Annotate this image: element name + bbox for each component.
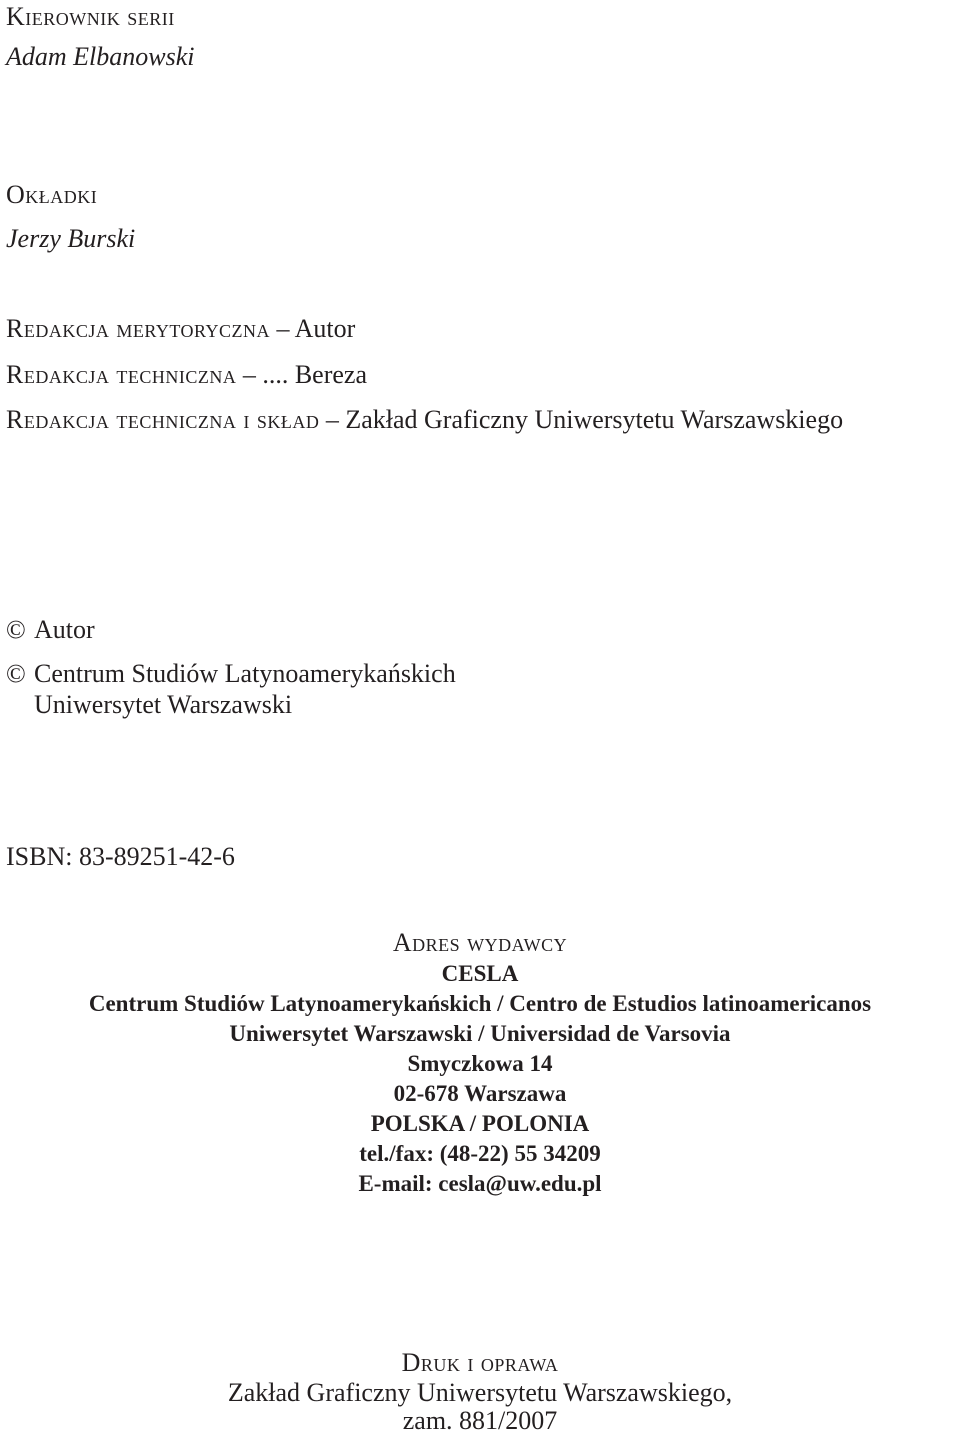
publisher-university: Uniwersytet Warszawski / Universidad de Varsovia <box>229 1021 731 1046</box>
publisher-country: POLSKA / POLONIA <box>370 1111 590 1136</box>
printing-order: zam. 881/2007 <box>402 1406 558 1435</box>
dash: – <box>325 405 339 434</box>
printing-label: Druk i oprawa <box>401 1348 559 1377</box>
publisher-full-name: Centrum Studiów Latynoamerykańskich / Centro de Estudios latinoamericanos <box>88 991 872 1016</box>
dash: – <box>242 360 256 389</box>
copyright-icon: © <box>6 659 26 688</box>
technical-editing-value: .... Bereza <box>262 360 368 389</box>
typesetting-label: Redakcja techniczna i skład <box>6 405 320 434</box>
publisher-name: CESLA <box>441 961 519 986</box>
substantive-editing-label: Redakcja merytoryczna <box>6 314 271 343</box>
copyright-university: Uniwersytet Warszawski <box>34 690 293 719</box>
typesetting-value: Zakład Graficzny Uniwersytetu Warszawskiego <box>345 405 844 434</box>
copyright-author <box>6 615 95 645</box>
printer-name: Zakład Graficzny Uniwersytetu Warszawskiego, <box>227 1378 733 1407</box>
publisher-email: E-mail: cesla@uw.edu.pl <box>358 1171 602 1196</box>
isbn: ISBN: 83-89251-42-6 <box>6 842 235 871</box>
publisher-street: Smyczkowa 14 <box>407 1051 553 1076</box>
substantive-editing-value: Autor <box>294 314 356 343</box>
copyright-cesla <box>6 659 456 689</box>
publisher-city: 02-678 Warszawa <box>393 1081 567 1106</box>
covers-name: Jerzy Burski <box>6 224 136 253</box>
series-editor-name: Adam Elbanowski <box>6 42 195 71</box>
substantive-editing-row <box>6 314 355 344</box>
copyright-holder-cesla: Centrum Studiów Latynoamerykańskich <box>34 659 456 688</box>
copyright-holder-author: Autor <box>34 615 95 644</box>
copyright-icon: © <box>6 615 26 644</box>
series-editor-label: Kierownik serii <box>6 2 175 31</box>
publisher-phone: tel./fax: (48-22) 55 34209 <box>359 1141 601 1166</box>
covers-label: Okładki <box>6 180 98 209</box>
typesetting-row <box>6 405 843 435</box>
dash: – <box>276 314 290 343</box>
technical-editing-label: Redakcja techniczna <box>6 360 237 389</box>
publisher-label: Adres wydawcy <box>392 928 568 957</box>
technical-editing-row <box>6 360 367 390</box>
